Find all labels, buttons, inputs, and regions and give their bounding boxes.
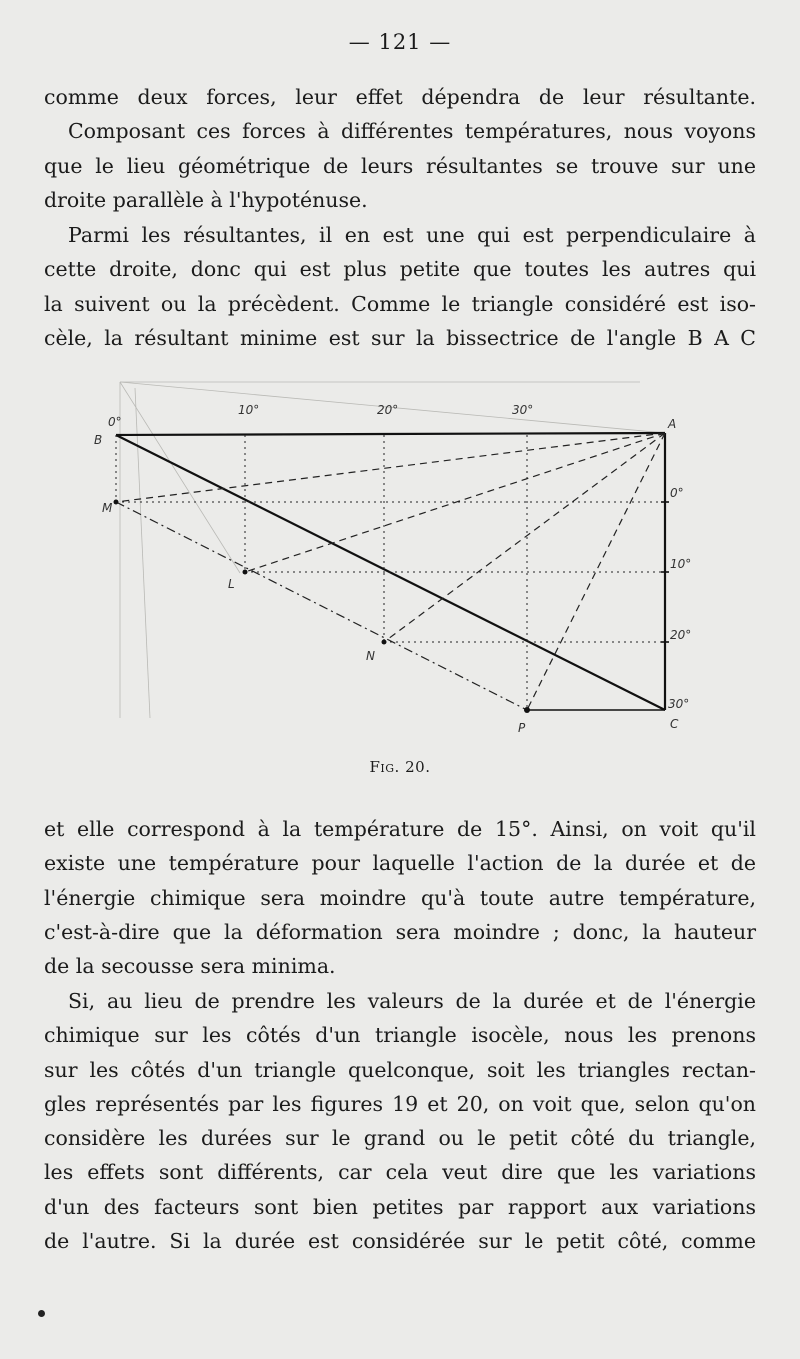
text-line: sur les côtés d'un triangle quelconque, soit les triangles rectan- [44, 1057, 756, 1082]
text-line: de la secousse sera minima. [44, 954, 336, 979]
side-ab [116, 433, 665, 435]
text-line: cette droite, donc qui est plus petite que toutes les autres qui [44, 257, 756, 282]
page-number: — 121 — [348, 30, 452, 54]
figure-caption-number: 20. [405, 758, 431, 776]
paragraph-2 [44, 218, 756, 355]
text-line: l'énergie chimique sera moindre qu'à toute autre température, [44, 885, 756, 910]
text-line: et elle correspond à la température de 15°. Ainsi, on voit qu'il [44, 817, 756, 841]
paragraph-1 [44, 80, 756, 217]
text-line: que le lieu géométrique de leurs résultantes se trouve sur une [44, 153, 756, 178]
text-line: d'un des facteurs sont bien petites par rapport aux variations [44, 1194, 756, 1219]
text-line: de l'autre. Si la durée est considérée sur le petit côté, comme [44, 1229, 756, 1254]
right-scale-label: 0° [670, 486, 684, 500]
point-label-m: M [102, 501, 113, 515]
text-line: droite parallèle à l'hypoténuse. [44, 187, 368, 212]
point-label-n: N [366, 649, 375, 663]
figure-caption-prefix: Fig. [369, 758, 400, 776]
text-line: comme deux forces, leur effet dépendra de leur résultante. [44, 85, 756, 109]
text-line: chimique sur les côtés d'un triangle isocèle, nous les prenons [44, 1023, 756, 1048]
text-line: les effets sont différents, car cela veut dire que les variations [44, 1160, 756, 1185]
right-scale-label: 10° [670, 557, 692, 571]
locus-line [116, 502, 527, 710]
text-line: Composant ces forces à différentes températures, nous voyons [68, 119, 756, 144]
ink-speck [38, 1310, 45, 1317]
top-scale-label: 0° [108, 415, 122, 429]
text-line: cèle, la résultant minime est sur la bissectrice de l'angle B A C [44, 325, 756, 350]
point-label-a: A [668, 417, 677, 431]
paragraph-4 [44, 984, 756, 1258]
right-scale-label: 20° [670, 628, 692, 642]
top-scale-label: 20° [377, 403, 399, 417]
text-line: gles représentés par les figures 19 et 20, on voit que, selon qu'on [44, 1091, 756, 1116]
point-label-c: C [670, 717, 679, 731]
geometric-figure [90, 378, 730, 743]
text-line: considère les durées sur le grand ou le petit côté du triangle, [44, 1126, 756, 1151]
text-line: c'est-à-dire que la déformation sera moindre ; donc, la hauteur [44, 919, 756, 944]
point-label-b: B [94, 433, 103, 447]
text-line: existe une température pour laquelle l'action de la durée et de [44, 851, 756, 876]
text-line: Parmi les résultantes, il en est une qui est perpendiculaire à [68, 223, 756, 247]
point-label-p: P [518, 721, 526, 735]
paragraph-3 [44, 812, 756, 983]
right-scale-label: 30° [668, 697, 690, 711]
text-line: Si, au lieu de prendre les valeurs de la durée et de l'énergie [68, 989, 756, 1013]
point-label-l: L [228, 577, 235, 591]
figure-caption [0, 758, 800, 776]
text-line: la suivent ou la précèdent. Comme le triangle considéré est iso- [44, 291, 756, 316]
top-scale-label: 30° [512, 403, 534, 417]
top-scale-label: 10° [238, 403, 260, 417]
